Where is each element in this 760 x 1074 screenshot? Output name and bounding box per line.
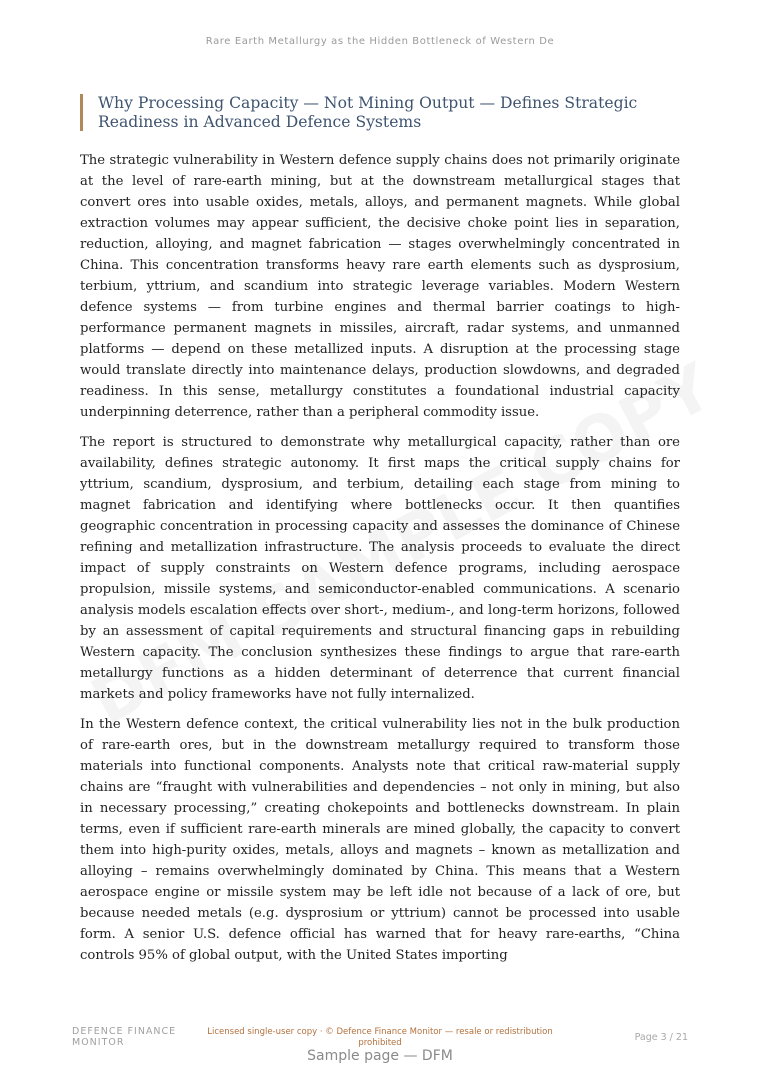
footer-brand: DEFENCE FINANCE MONITOR <box>72 1026 177 1048</box>
paragraph: The strategic vulnerability in Western defence supply chains does not primarily originate at the level of rare-earth mining, but at the downstream metallurgical stages that convert ores into usable oxides, metals, alloys, and permanent magnets. While global extraction volumes may appear sufficient, the decisive choke point lies in separation, reduction, alloying, and magnet fabrication — stages overwhelmingly concentrated in China. This concentration transforms heavy rare earth elements such as dysprosium, terbium, yttrium, and scandium into strategic leverage variables. Modern Western defence systems — from turbine engines and thermal barrier coatings to high-performance permanent magnets in missiles, aircraft, radar systems, and unmanned platforms — depend on these metallized inputs. A disruption at the processing stage would translate directly into maintenance delays, production slowdowns, and degraded readiness. In this sense, metallurgy constitutes a foundational industrial capacity underpinning deterrence, rather than a peripheral commodity issue. <box>80 153 680 420</box>
body-text <box>80 150 680 975</box>
page-number: Page 3 / 21 <box>634 1032 688 1043</box>
paragraph: In the Western defence context, the critical vulnerability lies not in the bulk production of rare-earth ores, but in the downstream metallurgy required to transform those materials into functional components. Analysts note that critical raw-material supply chains are “fraught with vulnerabilities and dependencies – not only in mining, but also in necessary processing,” creating chokepoints and bottlenecks downstream. In plain terms, even if sufficient rare-earth minerals are mined globally, the capacity to convert them into high-purity oxides, metals, alloys and magnets – known as metallization and alloying – remains overwhelmingly dominated by China. This means that a Western aerospace engine or missile system may be left idle not because of a lack of ore, but because needed metals (e.g. dysprosium or yttrium) cannot be processed into usable form. A senior U.S. defence official has warned that for heavy rare-earths, “China controls 95% of global output, with the United States importing <box>80 717 680 963</box>
footer-license-notice: Licensed single-user copy · © Defence Finance Monitor — resale or redistribution prohibited <box>207 1027 553 1048</box>
sample-page-label: Sample page — DFM <box>307 1048 453 1064</box>
section-heading: Why Processing Capacity — Not Mining Output — Defines Strategic Readiness in Advanced Defence Systems <box>80 94 658 131</box>
running-header: Rare Earth Metallurgy as the Hidden Bottleneck of Western De <box>205 36 555 47</box>
paragraph: The report is structured to demonstrate why metallurgical capacity, rather than ore availability, defines strategic autonomy. It first maps the critical supply chains for yttrium, scandium, dysprosium, and terbium, detailing each stage from mining to magnet fabrication and identifying where bottlenecks occur. It then quantifies geographic concentration in processing capacity and assesses the dominance of Chinese refining and metallization infrastructure. The analysis proceeds to evaluate the direct impact of supply constraints on Western defence programs, including aerospace propulsion, missile systems, and semiconductor-enabled communications. A scenario analysis models escalation effects over short-, medium-, and long-term horizons, followed by an assessment of capital requirements and structural financing gaps in rebuilding Western capacity. The conclusion synthesizes these findings to argue that rare-earth metallurgy functions as a hidden determinant of deterrence that current financial markets and policy frameworks have not fully internalized. <box>80 435 680 702</box>
